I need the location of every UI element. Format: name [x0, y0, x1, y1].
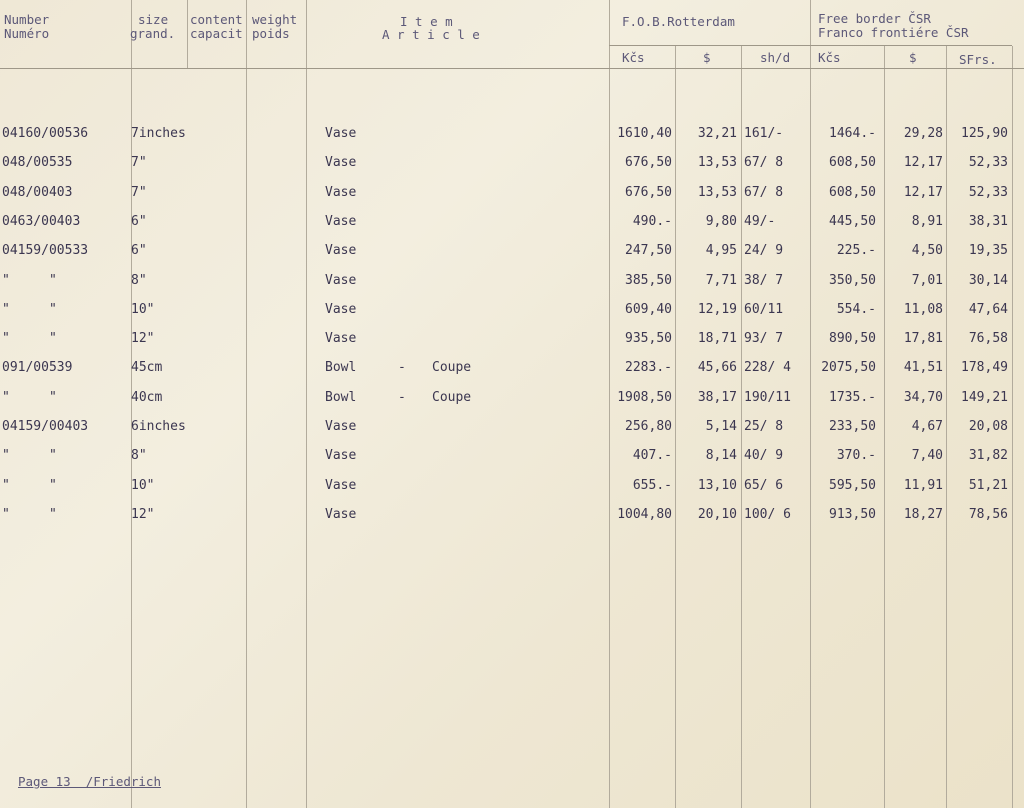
cell-fr-sfrs: 51,21: [968, 478, 1008, 493]
cell-item: Vase: [325, 155, 357, 170]
cell-dash: -: [398, 360, 406, 375]
cell-fr-kcs: 913,50: [829, 507, 876, 522]
cell-fob-usd: 45,66: [697, 360, 737, 375]
header-rule: [0, 68, 1024, 69]
cell-size: 10": [131, 478, 155, 493]
cell-size: 7inches: [131, 126, 186, 141]
header-fob: F.O.B.Rotterdam: [622, 14, 735, 29]
cell-fr-kcs: 890,50: [829, 331, 876, 346]
cell-fr-usd: 4,50: [911, 243, 943, 258]
cell-fob-usd: 18,71: [697, 331, 737, 346]
cell-number: 04159/00403: [2, 419, 89, 434]
cell-fob-shd: 100/ 6: [744, 507, 791, 522]
cell-number: " ": [2, 507, 57, 522]
cell-number: 0463/00403: [2, 214, 81, 229]
cell-fob-usd: 12,19: [697, 302, 737, 317]
column-rule: [609, 0, 610, 808]
cell-fr-usd: 18,27: [903, 507, 943, 522]
cell-fob-shd: 25/ 8: [744, 419, 784, 434]
cell-fob-shd: 161/-: [744, 126, 784, 141]
cell-fr-usd: 41,51: [903, 360, 943, 375]
cell-fr-sfrs: 19,35: [968, 243, 1008, 258]
subheader-fob-usd: $: [703, 50, 711, 65]
cell-item: Vase: [325, 507, 357, 522]
column-rule: [1012, 46, 1013, 808]
cell-size: 12": [131, 507, 155, 522]
cell-item: Vase: [325, 214, 357, 229]
cell-fr-usd: 7,01: [911, 273, 943, 288]
cell-item2: Coupe: [432, 390, 472, 405]
cell-fob-kcs: 2283.-: [625, 360, 672, 375]
cell-fob-kcs: 1908,50: [617, 390, 672, 405]
cell-number: 091/00539: [2, 360, 73, 375]
cell-fob-kcs: 407.-: [632, 448, 672, 463]
cell-fob-usd: 20,10: [697, 507, 737, 522]
cell-fr-usd: 11,08: [903, 302, 943, 317]
cell-fob-kcs: 490.-: [632, 214, 672, 229]
cell-fr-sfrs: 178,49: [961, 360, 1008, 375]
cell-fob-shd: 38/ 7: [744, 273, 784, 288]
page-footer: Page 13 /Friedrich: [18, 774, 161, 789]
cell-fob-kcs: 256,80: [625, 419, 672, 434]
cell-item: Bowl: [325, 390, 357, 405]
cell-size: 10": [131, 302, 155, 317]
cell-fr-kcs: 1735.-: [829, 390, 876, 405]
cell-fob-shd: 228/ 4: [744, 360, 791, 375]
cell-fob-kcs: 655.-: [632, 478, 672, 493]
cell-size: 7": [131, 185, 147, 200]
cell-fr-sfrs: 31,82: [968, 448, 1008, 463]
cell-fob-shd: 65/ 6: [744, 478, 784, 493]
header-franco: Franco frontiére ČSR: [818, 25, 969, 40]
cell-size: 12": [131, 331, 155, 346]
cell-fr-usd: 7,40: [911, 448, 943, 463]
cell-fob-kcs: 1610,40: [617, 126, 672, 141]
cell-fob-shd: 60/11: [744, 302, 784, 317]
cell-fr-usd: 11,91: [903, 478, 943, 493]
cell-fr-sfrs: 52,33: [968, 155, 1008, 170]
cell-item2: Coupe: [432, 360, 472, 375]
cell-fr-kcs: 445,50: [829, 214, 876, 229]
column-rule: [187, 0, 188, 68]
cell-item: Vase: [325, 419, 357, 434]
cell-item: Bowl: [325, 360, 357, 375]
cell-fr-kcs: 350,50: [829, 273, 876, 288]
subheader-fr-sfrs: SFrs.: [959, 52, 997, 67]
cell-fr-sfrs: 47,64: [968, 302, 1008, 317]
header-grand: grand.: [130, 26, 176, 41]
header-rule: [609, 45, 1012, 46]
header-article: A r t i c l e: [382, 27, 480, 42]
cell-fr-kcs: 233,50: [829, 419, 876, 434]
cell-fr-usd: 29,28: [903, 126, 943, 141]
column-rule: [246, 0, 247, 808]
cell-fr-usd: 8,91: [911, 214, 943, 229]
cell-fob-shd: 93/ 7: [744, 331, 784, 346]
cell-fr-kcs: 595,50: [829, 478, 876, 493]
cell-fr-kcs: 608,50: [829, 185, 876, 200]
cell-fr-sfrs: 30,14: [968, 273, 1008, 288]
column-rule: [741, 46, 742, 808]
subheader-fr-kcs: Kčs: [818, 50, 841, 65]
header-weight: weight: [252, 12, 298, 27]
header-poids: poids: [252, 26, 290, 41]
cell-size: 45cm: [131, 360, 163, 375]
cell-fob-shd: 49/-: [744, 214, 776, 229]
cell-fr-usd: 12,17: [903, 155, 943, 170]
cell-number: " ": [2, 448, 57, 463]
cell-fob-shd: 24/ 9: [744, 243, 784, 258]
cell-fob-kcs: 385,50: [625, 273, 672, 288]
cell-fob-usd: 5,14: [705, 419, 737, 434]
cell-item: Vase: [325, 273, 357, 288]
subheader-fr-usd: $: [909, 50, 917, 65]
cell-fr-usd: 12,17: [903, 185, 943, 200]
cell-fr-sfrs: 38,31: [968, 214, 1008, 229]
header-free-border: Free border ČSR: [818, 11, 931, 26]
cell-number: 048/00403: [2, 185, 73, 200]
cell-fob-usd: 7,71: [705, 273, 737, 288]
cell-fr-kcs: 554.-: [836, 302, 876, 317]
cell-item: Vase: [325, 448, 357, 463]
cell-fob-usd: 13,53: [697, 155, 737, 170]
cell-size: 6": [131, 214, 147, 229]
column-rule: [675, 46, 676, 808]
cell-fr-kcs: 608,50: [829, 155, 876, 170]
cell-fob-kcs: 935,50: [625, 331, 672, 346]
cell-number: 04159/00533: [2, 243, 89, 258]
cell-fr-usd: 4,67: [911, 419, 943, 434]
cell-fob-kcs: 1004,80: [617, 507, 672, 522]
cell-fob-kcs: 676,50: [625, 155, 672, 170]
cell-fr-kcs: 225.-: [836, 243, 876, 258]
cell-fob-usd: 8,14: [705, 448, 737, 463]
cell-fob-usd: 9,80: [705, 214, 737, 229]
cell-number: " ": [2, 273, 57, 288]
column-rule: [306, 0, 307, 808]
cell-fob-usd: 13,53: [697, 185, 737, 200]
header-size: size: [138, 12, 169, 27]
cell-item: Vase: [325, 126, 357, 141]
cell-fob-shd: 67/ 8: [744, 185, 784, 200]
cell-fr-kcs: 370.-: [836, 448, 876, 463]
cell-fob-usd: 38,17: [697, 390, 737, 405]
cell-fob-shd: 67/ 8: [744, 155, 784, 170]
cell-item: Vase: [325, 302, 357, 317]
cell-size: 7": [131, 155, 147, 170]
cell-fr-usd: 34,70: [903, 390, 943, 405]
subheader-fob-kcs: Kčs: [622, 50, 645, 65]
cell-number: " ": [2, 390, 57, 405]
cell-fr-sfrs: 149,21: [961, 390, 1008, 405]
cell-size: 40cm: [131, 390, 163, 405]
cell-dash: -: [398, 390, 406, 405]
cell-fr-sfrs: 52,33: [968, 185, 1008, 200]
cell-item: Vase: [325, 478, 357, 493]
cell-fob-usd: 13,10: [697, 478, 737, 493]
cell-item: Vase: [325, 243, 357, 258]
cell-number: 04160/00536: [2, 126, 89, 141]
cell-fob-usd: 4,95: [705, 243, 737, 258]
subheader-fob-shd: sh/d: [760, 50, 791, 65]
cell-number: " ": [2, 331, 57, 346]
cell-fr-sfrs: 76,58: [968, 331, 1008, 346]
cell-item: Vase: [325, 331, 357, 346]
cell-size: 8": [131, 273, 147, 288]
cell-number: 048/00535: [2, 155, 73, 170]
cell-fob-kcs: 609,40: [625, 302, 672, 317]
cell-number: " ": [2, 302, 57, 317]
column-rule: [810, 0, 811, 808]
cell-size: 8": [131, 448, 147, 463]
column-rule: [946, 46, 947, 808]
cell-fr-kcs: 2075,50: [821, 360, 876, 375]
header-capacit: capacit: [190, 26, 243, 41]
cell-size: 6": [131, 243, 147, 258]
cell-fob-usd: 32,21: [697, 126, 737, 141]
column-rule: [884, 46, 885, 808]
header-number: Number: [4, 12, 50, 27]
cell-fr-kcs: 1464.-: [829, 126, 876, 141]
cell-fr-sfrs: 78,56: [968, 507, 1008, 522]
header-content: content: [190, 12, 243, 27]
cell-fr-sfrs: 125,90: [961, 126, 1008, 141]
cell-size: 6inches: [131, 419, 186, 434]
cell-item: Vase: [325, 185, 357, 200]
cell-fr-sfrs: 20,08: [968, 419, 1008, 434]
header-item: I t e m: [400, 14, 453, 29]
cell-fob-kcs: 247,50: [625, 243, 672, 258]
cell-number: " ": [2, 478, 57, 493]
cell-fr-usd: 17,81: [903, 331, 943, 346]
cell-fob-shd: 40/ 9: [744, 448, 784, 463]
header-numero: Numéro: [4, 26, 50, 41]
cell-fob-shd: 190/11: [744, 390, 791, 405]
cell-fob-kcs: 676,50: [625, 185, 672, 200]
